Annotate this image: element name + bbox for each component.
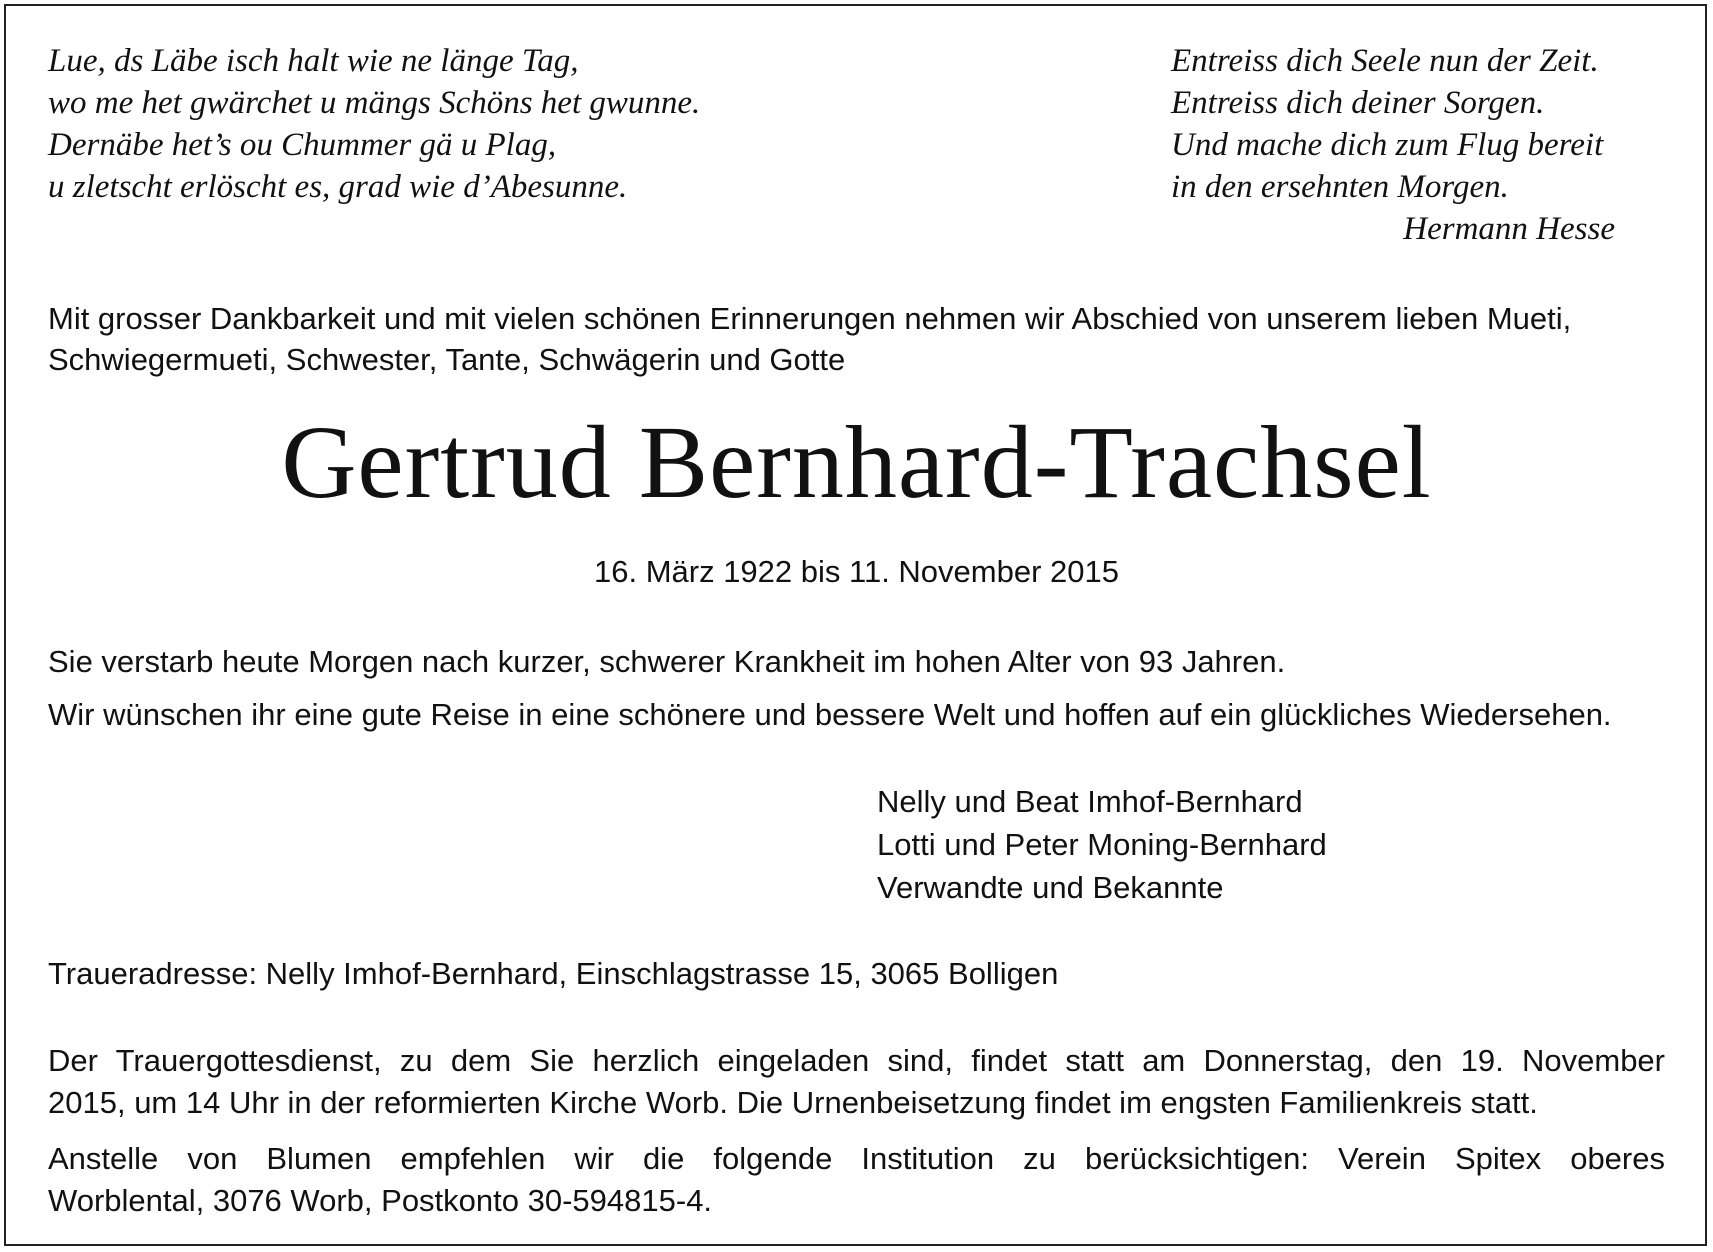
poem-line: Und mache dich zum Flug bereit xyxy=(1171,127,1604,163)
mourner: Verwandte und Bekannte xyxy=(877,870,1224,905)
funeral-service-info xyxy=(48,1040,1665,1124)
donation-line: Anstelle von Blumen empfehlen wir die folgende Institution zu berücksichtigen: Verein Spitex oberes xyxy=(48,1141,1665,1176)
intro-line: Mit grosser Dankbarkeit und mit vielen schönen Erinnerungen nehmen wir Abschied von unserem lieben Mueti, xyxy=(48,301,1572,336)
donation-line: Worblental, 3076 Worb, Postkonto 30-594815-4. xyxy=(48,1183,713,1218)
mourners-list xyxy=(877,780,1327,909)
deceased-name: Gertrud Bernhard-Trachsel xyxy=(281,405,1432,520)
service-line: 2015, um 14 Uhr in der reformierten Kirche Worb. Die Urnenbeisetzung findet im engsten Familienkreis statt. xyxy=(48,1085,1538,1120)
poem-line: Dernäbe het’s ou Chummer gä u Plag, xyxy=(48,127,557,163)
intro-line: Schwiegermueti, Schwester, Tante, Schwägerin und Gotte xyxy=(48,342,846,377)
death-notice: Sie verstarb heute Morgen nach kurzer, schwerer Krankheit im hohen Alter von 93 Jahren. xyxy=(48,644,1286,679)
mourner: Lotti und Peter Moning-Bernhard xyxy=(877,827,1327,862)
poem-line: wo me het gwärchet u mängs Schöns het gwunne. xyxy=(48,85,701,121)
poem-line: Entreiss dich deiner Sorgen. xyxy=(1171,85,1545,121)
hesse-poem xyxy=(1171,40,1603,208)
donation-info xyxy=(48,1138,1665,1222)
life-dates: 16. März 1922 bis 11. November 2015 xyxy=(593,554,1119,589)
mourning-address: Traueradresse: Nelly Imhof-Bernhard, Einschlagstrasse 15, 3065 Bolligen xyxy=(48,956,1059,991)
mourner: Nelly und Beat Imhof-Bernhard xyxy=(877,784,1303,819)
dialect-poem xyxy=(48,40,700,208)
service-line: Der Trauergottesdienst, zu dem Sie herzlich eingeladen sind, findet statt am Donnerstag, den 19. November xyxy=(48,1043,1665,1078)
farewell-wish: Wir wünschen ihr eine gute Reise in eine schönere und bessere Welt und hoffen auf ein glückliches Wiedersehen. xyxy=(48,697,1612,732)
poem-line: Entreiss dich Seele nun der Zeit. xyxy=(1171,43,1599,79)
poem-line: in den ersehnten Morgen. xyxy=(1171,169,1509,205)
poem-author: Hermann Hesse xyxy=(1403,211,1615,247)
intro-text xyxy=(48,298,1668,380)
poem-line: Lue, ds Läbe isch halt wie ne länge Tag, xyxy=(48,43,579,79)
poem-line: u zletscht erlöscht es, grad wie d’Abesunne. xyxy=(48,169,628,205)
